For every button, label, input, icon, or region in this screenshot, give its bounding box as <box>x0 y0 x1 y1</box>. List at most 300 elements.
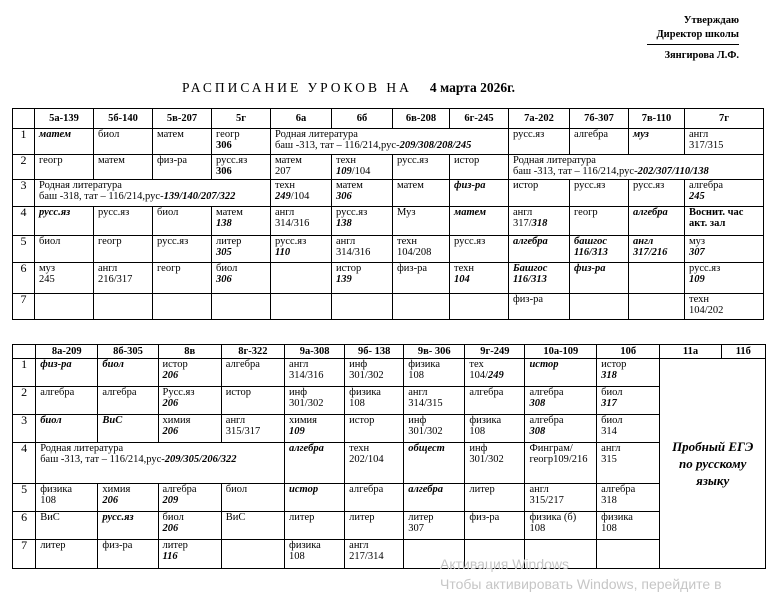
room: 110 <box>275 247 291 258</box>
room: 104/202 <box>689 305 724 316</box>
room: 104 <box>454 274 470 285</box>
subject: англ <box>275 207 295 218</box>
lesson-cell <box>345 540 404 569</box>
subject: алгебра <box>574 129 609 140</box>
lesson-cell <box>285 359 345 387</box>
lesson-cell <box>212 207 271 236</box>
lesson-cell <box>35 263 94 294</box>
lesson-cell <box>629 263 685 294</box>
lesson-cell <box>271 180 332 207</box>
subject: истор <box>162 359 188 370</box>
room: 109 <box>336 166 352 177</box>
room: 109 <box>689 274 705 285</box>
subject: матем <box>216 207 243 218</box>
lesson-cell <box>212 236 271 263</box>
subject: англ <box>408 387 428 398</box>
subject: алгебра <box>689 180 724 191</box>
subject: истор <box>601 359 627 370</box>
subject: русс.яз <box>39 207 71 218</box>
lesson-cell <box>94 263 153 294</box>
lesson-row <box>13 263 764 294</box>
subject: физ-ра <box>513 294 543 305</box>
lesson-row <box>13 294 764 320</box>
room: 308 <box>529 398 546 409</box>
subject: техн <box>397 236 417 247</box>
lesson-cell <box>465 443 525 484</box>
subject: русс.яз <box>157 236 189 247</box>
room: 116/313 <box>513 274 547 285</box>
lesson-cell <box>285 415 345 443</box>
subject: геогр <box>157 263 181 274</box>
subject: алгебра <box>513 236 548 247</box>
subject: матем <box>157 129 184 140</box>
room: 116/313 <box>574 247 608 258</box>
class-header: 6б <box>332 109 393 129</box>
subject: инф <box>349 359 368 370</box>
subject: биол <box>162 512 184 523</box>
room: 109 <box>289 426 305 437</box>
subject: литер <box>408 512 434 523</box>
merged-lesson-cell <box>35 180 271 207</box>
subject: ВиС <box>225 512 246 523</box>
lesson-cell <box>36 484 98 512</box>
lesson-number: 4 <box>13 207 35 236</box>
subject: техн <box>454 263 474 274</box>
lesson-cell <box>98 512 158 540</box>
class-header: 5б-140 <box>94 109 153 129</box>
subject: химия <box>162 415 191 426</box>
lesson-cell <box>153 207 212 236</box>
subject: литер <box>289 512 315 523</box>
subject: Родная литература <box>275 129 358 140</box>
lesson-cell <box>597 540 660 569</box>
lesson-cell <box>450 294 509 320</box>
page-title <box>182 80 515 96</box>
subject: алгебра <box>225 359 260 370</box>
class-header: 9г-249 <box>465 345 525 359</box>
schedule-table-grades-8-11 <box>12 344 766 569</box>
subject: геогр <box>574 207 598 218</box>
subject: ВиС <box>102 415 123 426</box>
subject: литер <box>162 540 188 551</box>
subject: физ-ра <box>454 180 486 191</box>
subject: русс.яз <box>574 180 606 191</box>
lesson-cell <box>525 512 597 540</box>
lesson-cell <box>404 415 465 443</box>
lesson-number: 3 <box>13 415 36 443</box>
room: 306 <box>216 274 232 285</box>
class-header: 5а-139 <box>35 109 94 129</box>
lesson-row <box>13 359 766 387</box>
lesson-cell <box>345 387 404 415</box>
subject: физ-ра <box>469 512 500 523</box>
windows-activation-hint: Чтобы активировать Windows, перейдите в <box>440 576 722 592</box>
room: 306 <box>216 166 232 177</box>
subject: англ <box>289 359 309 370</box>
lesson-cell <box>393 155 450 180</box>
lesson-number: 2 <box>13 387 36 415</box>
lesson-cell <box>393 294 450 320</box>
lesson-cell <box>153 294 212 320</box>
lesson-cell <box>98 540 158 569</box>
room: 206 <box>162 426 179 437</box>
lesson-cell <box>597 512 660 540</box>
subject: англ <box>529 484 549 495</box>
room: 308 <box>529 426 546 437</box>
class-header: 8а-209 <box>36 345 98 359</box>
class-header: 7в-110 <box>629 109 685 129</box>
lesson-cell <box>465 415 525 443</box>
lesson-number: 5 <box>13 484 36 512</box>
lesson-cell <box>345 443 404 484</box>
lesson-cell <box>332 294 393 320</box>
lesson-row <box>13 387 766 415</box>
subject: алгебра <box>469 387 504 398</box>
lesson-cell <box>98 484 158 512</box>
subject: общест <box>408 443 445 454</box>
lesson-cell <box>525 387 597 415</box>
subject: англ <box>98 263 118 274</box>
subject: истор <box>454 155 480 166</box>
room-extra: 249 <box>488 370 504 381</box>
subject: русс.яз <box>216 155 248 166</box>
lesson-cell <box>271 294 332 320</box>
lesson-cell <box>450 180 509 207</box>
room: 318 <box>601 495 617 506</box>
lesson-cell <box>570 236 629 263</box>
subject: физ-ра <box>40 359 72 370</box>
lesson-cell <box>332 236 393 263</box>
subject: Фингрaм/ <box>529 443 573 454</box>
lesson-cell <box>94 129 153 155</box>
lesson-cell <box>345 415 404 443</box>
lesson-cell <box>158 484 221 512</box>
lesson-cell <box>36 415 98 443</box>
subject: литер <box>40 540 66 551</box>
lesson-cell <box>450 207 509 236</box>
lesson-row <box>13 155 764 180</box>
subject: биол <box>216 263 238 274</box>
lesson-cell <box>285 387 345 415</box>
lesson-cell <box>153 236 212 263</box>
lesson-cell <box>393 207 450 236</box>
room-extra: 202/307/110/138 <box>637 166 709 177</box>
lesson-cell <box>404 387 465 415</box>
room: 139 <box>336 274 352 285</box>
room-extra: 109/216 <box>553 454 588 465</box>
lesson-cell <box>158 387 221 415</box>
director-name: Зянгирова Л.Ф. <box>664 50 739 61</box>
room: баш -318, тат – 116/214,рус- <box>39 191 164 202</box>
class-header: 11б <box>721 345 765 359</box>
subject: физика <box>40 484 72 495</box>
subject: алгебра <box>529 415 564 426</box>
room-extra: 139/140/207/322 <box>163 191 236 202</box>
subject: истор <box>336 263 362 274</box>
subject: химия <box>102 484 131 495</box>
lesson-cell <box>94 207 153 236</box>
lesson-cell <box>285 484 345 512</box>
subject: инф <box>408 415 427 426</box>
lesson-cell <box>158 359 221 387</box>
lesson-number: 2 <box>13 155 35 180</box>
lesson-cell <box>509 263 570 294</box>
subject: истор <box>349 415 375 426</box>
subject: физ-ра <box>102 540 133 551</box>
room: 108 <box>469 426 486 437</box>
lesson-cell <box>597 387 660 415</box>
room: 206 <box>162 523 179 534</box>
subject: биол <box>40 415 62 426</box>
subject: Муз <box>397 207 416 218</box>
lesson-cell <box>393 236 450 263</box>
room: 108 <box>40 495 56 506</box>
lesson-number: 7 <box>13 294 35 320</box>
room: 245 <box>39 274 55 285</box>
subject: физика <box>349 387 381 398</box>
lesson-cell <box>629 180 685 207</box>
subject: муз <box>39 263 56 274</box>
class-header: 5г <box>212 109 271 129</box>
subject: физ-ра <box>574 263 606 274</box>
lesson-number: 3 <box>13 180 35 207</box>
room: 207 <box>275 166 291 177</box>
lesson-cell <box>685 263 764 294</box>
lesson-cell <box>35 294 94 320</box>
room: 116 <box>162 551 178 562</box>
room-extra: /104 <box>290 191 310 202</box>
subject: биол <box>39 236 61 247</box>
lesson-cell <box>35 155 94 180</box>
subject: матем <box>39 129 72 140</box>
room: 301/302 <box>408 426 443 437</box>
lesson-cell <box>221 484 284 512</box>
room: 301/302 <box>289 398 324 409</box>
lesson-cell <box>36 540 98 569</box>
lesson-cell <box>450 263 509 294</box>
lesson-cell <box>570 129 629 155</box>
lesson-row <box>13 512 766 540</box>
lesson-cell <box>509 180 570 207</box>
subject: истор <box>225 387 252 398</box>
subject: техн <box>689 294 709 305</box>
subject: русс.яз <box>336 207 368 218</box>
subject: истор <box>513 180 539 191</box>
room: 307 <box>689 247 705 258</box>
lesson-cell <box>35 236 94 263</box>
subject: биол <box>157 207 179 218</box>
lesson-cell <box>221 512 284 540</box>
corner-cell <box>13 345 36 359</box>
lesson-cell <box>509 129 570 155</box>
class-header: 8в <box>158 345 221 359</box>
lesson-cell <box>685 294 764 320</box>
room: 104/ <box>469 370 489 381</box>
room: 104/208 <box>397 247 432 258</box>
lesson-cell <box>685 207 764 236</box>
windows-activation-title: Активация Windows <box>440 556 570 572</box>
lesson-cell <box>597 415 660 443</box>
subject: физика <box>408 359 440 370</box>
subject: Воснит. час <box>689 207 744 218</box>
class-header: 6г-245 <box>450 109 509 129</box>
lesson-cell <box>332 263 393 294</box>
room: 108 <box>529 523 546 534</box>
subject: истор <box>529 359 559 370</box>
subject: матем <box>397 180 424 191</box>
room: баш -313, тат – 116/214,рус- <box>275 140 400 151</box>
room: 206 <box>162 370 179 381</box>
room: баш -313, тат – 116/214,рус- <box>40 454 165 465</box>
lesson-cell <box>525 415 597 443</box>
class-header: 7б-307 <box>570 109 629 129</box>
lesson-cell <box>332 155 393 180</box>
room: 108 <box>601 523 617 534</box>
subject: русс.яз <box>98 207 130 218</box>
schedule-table-grades-5-7 <box>12 108 764 320</box>
subject: биол <box>225 484 248 495</box>
lesson-number: 1 <box>13 359 36 387</box>
subject: физика <box>469 415 502 426</box>
lesson-cell <box>465 387 525 415</box>
room: 315 <box>601 454 617 465</box>
subject: биол <box>601 387 623 398</box>
room: баш -313, тат – 116/214,рус- <box>513 166 638 177</box>
subject: Башгос <box>513 263 548 274</box>
lesson-cell <box>450 155 509 180</box>
lesson-cell <box>271 207 332 236</box>
subject: физика <box>601 512 633 523</box>
lesson-cell <box>332 180 393 207</box>
lesson-cell <box>345 484 404 512</box>
subject: техн <box>336 155 356 166</box>
lesson-cell <box>629 207 685 236</box>
lesson-cell <box>212 263 271 294</box>
lesson-cell <box>525 359 597 387</box>
lesson-cell <box>597 443 660 484</box>
subject: алгебра <box>162 484 197 495</box>
lesson-cell <box>525 484 597 512</box>
lesson-cell <box>98 359 158 387</box>
class-header: 7а-202 <box>509 109 570 129</box>
approval-block <box>647 14 739 63</box>
lesson-cell <box>271 263 332 294</box>
lesson-cell <box>94 155 153 180</box>
lesson-cell <box>271 236 332 263</box>
subject: муз <box>689 236 706 247</box>
lesson-cell <box>450 236 509 263</box>
subject: муз <box>633 129 649 140</box>
subject: Родная литература <box>39 180 122 191</box>
room: 318 <box>601 370 617 381</box>
subject: русс.яз <box>633 180 665 191</box>
subject: русс.яз <box>513 129 545 140</box>
lesson-cell <box>570 180 629 207</box>
lesson-number: 1 <box>13 129 35 155</box>
lesson-cell <box>285 443 345 484</box>
room: 206 <box>162 398 179 409</box>
subject: инф <box>469 443 488 454</box>
lesson-cell <box>158 415 221 443</box>
subject: геогр <box>216 129 240 140</box>
class-header: 11а <box>660 345 721 359</box>
lesson-cell <box>345 512 404 540</box>
class-header: 6а <box>271 109 332 129</box>
subject: англ <box>349 540 369 551</box>
room: 138 <box>336 218 352 229</box>
lesson-cell <box>404 443 465 484</box>
room: 301/302 <box>469 454 504 465</box>
lesson-cell <box>597 359 660 387</box>
room: 314 <box>601 426 617 437</box>
subject: тех <box>469 359 484 370</box>
lesson-cell <box>685 180 764 207</box>
room: 206 <box>102 495 119 506</box>
subject: алгебра <box>633 207 668 218</box>
lesson-cell <box>509 236 570 263</box>
merged-lesson-cell <box>36 443 285 484</box>
subject: русс.яз <box>275 236 307 247</box>
class-header: 10б <box>597 345 660 359</box>
room: 307 <box>408 523 424 534</box>
subject: Родная литература <box>513 155 596 166</box>
subject: русс.яз <box>102 512 134 523</box>
lesson-cell <box>98 387 158 415</box>
lesson-cell <box>158 512 221 540</box>
lesson-cell <box>221 387 284 415</box>
lesson-cell <box>271 155 332 180</box>
subject: англ <box>336 236 356 247</box>
lesson-row <box>13 180 764 207</box>
lesson-cell <box>153 129 212 155</box>
room: 202/104 <box>349 454 384 465</box>
room-extra: 209/305/206/322 <box>164 454 237 465</box>
lesson-cell <box>629 236 685 263</box>
lesson-row <box>13 540 766 569</box>
subject: англ <box>601 443 621 454</box>
subject: англ <box>633 236 654 247</box>
class-header: 9а-308 <box>285 345 345 359</box>
subject: русс.яз <box>454 236 486 247</box>
room: 306 <box>216 140 232 151</box>
lesson-row <box>13 443 766 484</box>
subject: инф <box>289 387 308 398</box>
subject: химия <box>289 415 318 426</box>
subject: техн <box>275 180 295 191</box>
subject: алгебра <box>40 387 75 398</box>
room: 108 <box>349 398 365 409</box>
subject: геогр <box>98 236 122 247</box>
subject: алгебра <box>408 484 443 495</box>
lesson-cell <box>35 129 94 155</box>
subject: биол <box>601 415 623 426</box>
subject: матем <box>454 207 487 218</box>
room-extra: 318 <box>531 218 548 229</box>
subject: Родная литература <box>40 443 124 454</box>
room: 314/316 <box>336 247 371 258</box>
subject: башгос <box>574 236 608 247</box>
class-header: 9б- 138 <box>345 345 404 359</box>
room: 108 <box>289 551 305 562</box>
subject: ВиС <box>40 512 60 523</box>
subject: русс.яз <box>397 155 429 166</box>
class-header: 5в-207 <box>153 109 212 129</box>
subject: биол <box>98 129 120 140</box>
lesson-row <box>13 415 766 443</box>
class-header: 9в- 306 <box>404 345 465 359</box>
room: 314/315 <box>408 398 443 409</box>
lesson-cell <box>525 443 597 484</box>
